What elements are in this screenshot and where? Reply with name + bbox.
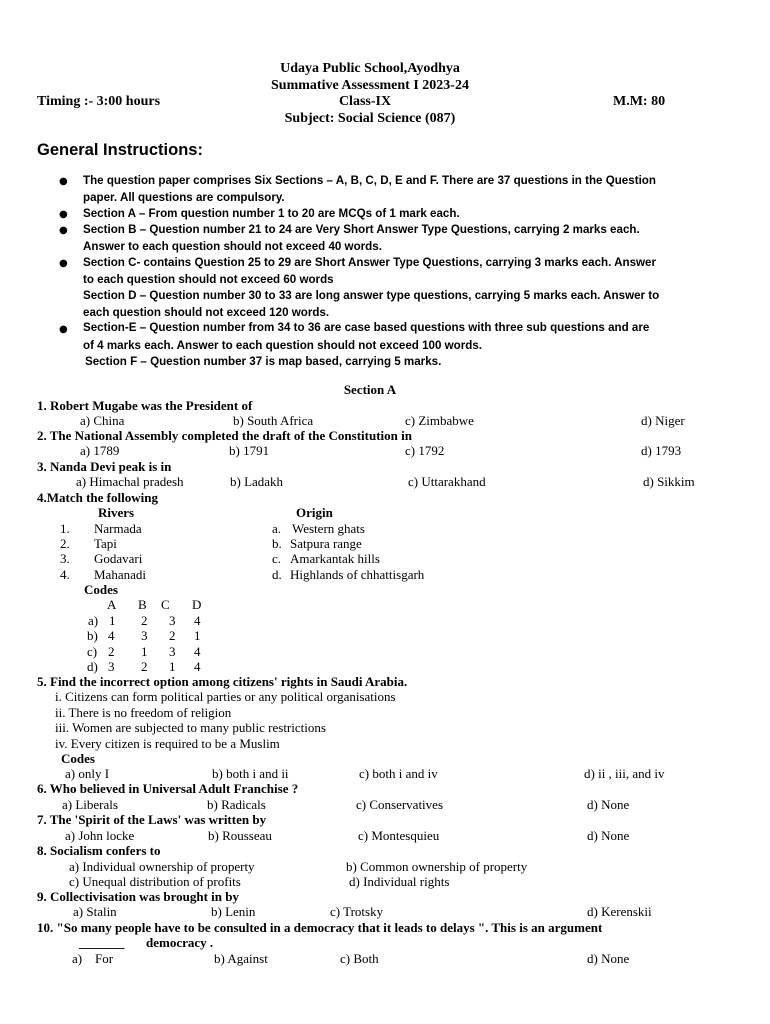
q7-text: 7. The 'Spirit of the Laws' was written by: [37, 812, 267, 827]
q4-num-3: 3.: [60, 551, 70, 566]
q6-option-c: c) Conservatives: [356, 797, 444, 812]
q3-option-c: c) Uttarakhand: [408, 474, 486, 489]
q10-option-c: c) Both: [340, 951, 379, 966]
exam-title: Summative Assessment I 2023-24: [271, 78, 469, 93]
q4-code-cell: 1: [194, 628, 201, 643]
instruction-5-line-2: of 4 marks each. Answer to each question should not exceed 100 words.: [83, 339, 483, 352]
q4-code-head-c: C: [161, 597, 170, 612]
q2-option-c: c) 1792: [405, 443, 445, 458]
q4-code-cell: 2: [108, 644, 115, 659]
q2-option-d: d) 1793: [641, 443, 682, 458]
instruction-1-line-1: The question paper comprises Six Sections – A, B, C, D, E and F. There are 37 questions in the Question: [83, 174, 656, 187]
bullet-icon: ●: [59, 209, 68, 220]
q4-num-2: 2.: [60, 536, 70, 551]
q5-statement-2: ii. There is no freedom of religion: [55, 705, 232, 720]
q4-code-cell: 3: [169, 613, 176, 628]
q4-code-cell: 2: [141, 659, 148, 674]
q5-option-b: b) both i and ii: [212, 766, 289, 781]
q8-option-b: b) Common ownership of property: [346, 859, 528, 874]
q4-letter-c: c.: [272, 551, 282, 566]
q4-code-cell: 2: [141, 613, 148, 628]
max-marks: M.M: 80: [613, 94, 666, 109]
q5-statement-3: iii. Women are subjected to many public restrictions: [55, 720, 326, 735]
q7-option-c: c) Montesquieu: [358, 828, 440, 843]
q4-code-cell: 4: [194, 644, 201, 659]
q4-origin-4: Highlands of chhattisgarh: [290, 567, 425, 582]
q10-blank: _______: [79, 935, 125, 950]
q10-option-d: d) None: [587, 951, 630, 966]
q1-option-a: a) China: [80, 413, 125, 428]
q1-option-c: c) Zimbabwe: [405, 413, 474, 428]
q4-num-1: 1.: [60, 521, 70, 536]
q4-code-cell: 1: [141, 644, 148, 659]
q9-text: 9. Collectivisation was brought in by: [37, 889, 240, 904]
q10-option-a-label: a): [72, 951, 83, 966]
q4-code-head-d: D: [192, 597, 202, 612]
q4-code-cell: 1: [169, 659, 176, 674]
q1-option-b: b) South Africa: [233, 413, 314, 428]
q7-option-b: b) Rousseau: [208, 828, 272, 843]
section-a-title: Section A: [343, 382, 397, 397]
class-label: Class-IX: [338, 94, 392, 109]
q4-code-cell: 4: [194, 659, 201, 674]
instruction-1-line-2: paper. All questions are compulsory.: [83, 191, 285, 204]
q5-option-d: d) ii , iii, and iv: [584, 766, 665, 781]
q4-origin-heading: Origin: [296, 505, 333, 520]
bullet-icon: ●: [59, 176, 68, 187]
q4-code-cell: 2: [169, 628, 176, 643]
instruction-4-line-2: to each question should not exceed 60 words: [83, 273, 334, 286]
instruction-6: Section F – Question number 37 is map based, carrying 5 marks.: [85, 355, 442, 368]
subject-label: Subject: Social Science (087): [284, 111, 456, 126]
q8-option-c: c) Unequal distribution of profits: [69, 874, 241, 889]
q5-statement-1: i. Citizens can form political parties or any political organisations: [55, 689, 396, 704]
instruction-5-line-1: Section-E – Question number from 34 to 36 are case based questions with three sub questions and are: [83, 321, 650, 334]
q6-text: 6. Who believed in Universal Adult Franchise ?: [37, 781, 299, 796]
q4-code-row-b: b): [87, 628, 98, 643]
instruction-3-line-2: Answer to each question should not exceed 40 words.: [83, 240, 382, 253]
instruction-2-line-1: Section A – From question number 1 to 20 are MCQs of 1 mark each.: [83, 207, 460, 220]
q2-text: 2. The National Assembly completed the draft of the Constitution in: [37, 428, 412, 443]
q4-code-head-a: A: [107, 597, 117, 612]
q6-option-a: a) Liberals: [62, 797, 118, 812]
q10-option-a: For: [95, 951, 114, 966]
q10-option-b: b) Against: [214, 951, 268, 966]
q4-code-cell: 3: [108, 659, 115, 674]
q4-letter-a: a.: [272, 521, 282, 536]
q3-option-b: b) Ladakh: [230, 474, 284, 489]
instruction-4-line-4: each question should not exceed 120 words.: [83, 306, 330, 319]
q4-origin-1: Western ghats: [292, 521, 365, 536]
instruction-4-line-3: Section D – Question number 30 to 33 are long answer type questions, carrying 5 marks each. Answer to: [83, 289, 660, 302]
q1-text: 1. Robert Mugabe was the President of: [37, 398, 253, 413]
q8-text: 8. Socialism confers to: [37, 843, 161, 858]
q3-option-d: d) Sikkim: [643, 474, 695, 489]
q4-code-cell: 3: [141, 628, 148, 643]
q4-origin-3: Amarkantak hills: [290, 551, 380, 566]
q6-option-b: b) Radicals: [207, 797, 266, 812]
q4-code-row-c: c): [87, 644, 98, 659]
instruction-3-line-1: Section B – Question number 21 to 24 are Very Short Answer Type Questions, carrying 2 marks each.: [83, 223, 640, 236]
q4-rivers-heading: Rivers: [98, 505, 135, 520]
q4-codes-label: Codes: [84, 582, 118, 597]
q4-code-cell: 4: [108, 628, 115, 643]
q3-option-a: a) Himachal pradesh: [76, 474, 184, 489]
instruction-4-line-1: Section C- contains Question 25 to 29 are Short Answer Type Questions, carrying 3 marks each. Answer: [83, 256, 656, 269]
q9-option-a: a) Stalin: [73, 904, 117, 919]
q4-river-4: Mahanadi: [94, 567, 146, 582]
q4-river-3: Godavari: [94, 551, 143, 566]
q5-codes-label: Codes: [61, 751, 95, 766]
q4-code-head-b: B: [138, 597, 147, 612]
school-name: Udaya Public School,Ayodhya: [280, 61, 460, 76]
q9-option-d: d) Kerenskii: [587, 904, 652, 919]
q2-option-a: a) 1789: [80, 443, 120, 458]
q5-statement-4: iv. Every citizen is required to be a Muslim: [55, 736, 280, 751]
q9-option-b: b) Lenin: [211, 904, 256, 919]
bullet-icon: ●: [59, 324, 68, 335]
q4-river-1: Narmada: [94, 521, 142, 536]
q4-river-2: Tapi: [94, 536, 117, 551]
q7-option-d: d) None: [587, 828, 630, 843]
q1-option-d: d) Niger: [641, 413, 685, 428]
q9-option-c: c) Trotsky: [330, 904, 384, 919]
q5-text: 5. Find the incorrect option among citizens' rights in Saudi Arabia.: [37, 674, 408, 689]
q6-option-d: d) None: [587, 797, 630, 812]
q7-option-a: a) John locke: [65, 828, 135, 843]
q4-text: 4.Match the following: [37, 490, 158, 505]
q8-option-a: a) Individual ownership of property: [69, 859, 255, 874]
q4-code-row-a: a): [88, 613, 99, 628]
q4-code-cell: 3: [169, 644, 176, 659]
bullet-icon: ●: [59, 258, 68, 269]
q10-text-2: democracy .: [146, 935, 214, 950]
q5-option-c: c) both i and iv: [359, 766, 438, 781]
bullet-icon: ●: [59, 225, 68, 236]
q4-letter-b: b.: [272, 536, 282, 551]
q4-num-4: 4.: [60, 567, 70, 582]
q5-option-a: a) only I: [65, 766, 110, 781]
q3-text: 3. Nanda Devi peak is in: [37, 459, 172, 474]
q4-origin-2: Satpura range: [290, 536, 362, 551]
timing: Timing :- 3:00 hours: [37, 94, 161, 109]
q4-code-cell: 4: [194, 613, 201, 628]
q8-option-d: d) Individual rights: [349, 874, 450, 889]
q10-text: 10. "So many people have to be consulted in a democracy that it leads to delays ". This is an argument: [37, 920, 603, 935]
q4-code-row-d: d): [87, 659, 98, 674]
q4-code-cell: 1: [109, 613, 116, 628]
q4-letter-d: d.: [272, 567, 282, 582]
instructions-heading: General Instructions:: [37, 141, 203, 159]
q2-option-b: b) 1791: [229, 443, 270, 458]
